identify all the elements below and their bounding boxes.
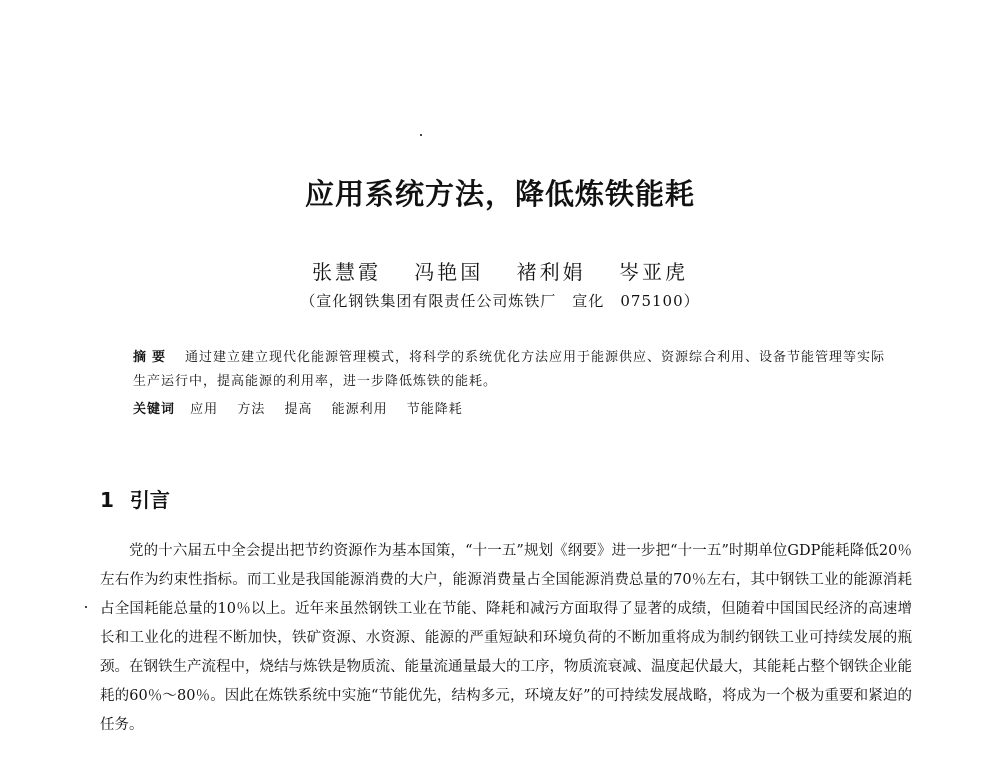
author-affiliation: （宣化钢铁集团有限责任公司炼铁厂 宣化 075100） — [300, 292, 700, 310]
scan-speck — [420, 134, 422, 136]
keywords-block — [133, 400, 893, 420]
body-paragraph: 党的十六届五中全会提出把节约资源作为基本国策，“十一五”规划《纲要》进一步把“十一五”时期单位GDP能耗降低20％左右作为约束性指标。而工业是我国能源消费的大户，能源消费量占全国能源消费总量的70％左右，其中钢铁工业的能源消耗占全国耗能总量的10％以上。近年来虽然钢铁工业在节能、降耗和减污方面取得了显著的成绩，但随着中国国民经济的高速增长和工业化的进程不断加快，铁矿资源、水资源、能源的严重短缺和环境负荷的不断加重将成为制约钢铁工业可持续发展的瓶颈。在钢铁生产流程中，烧结与炼铁是物质流、能量流通量最大的工序，物质流衰减、温度起伏最大，其能耗占整个钢铁企业能耗的60％～80％。因此在炼铁系统中实施“节能优先，结构多元，环境友好”的可持续发展战略，将成为一个极为重要和紧迫的任务。 — [100, 543, 912, 733]
author-name: 冯艳国 — [414, 260, 484, 284]
paper-title: 应用系统方法，降低炼铁能耗 — [304, 177, 695, 211]
abstract-label: 摘要 — [133, 350, 172, 365]
keyword: 能源利用 — [331, 402, 388, 417]
section-title: 引言 — [129, 488, 170, 512]
abstract-block — [133, 346, 893, 394]
keywords-label: 关键词 — [133, 402, 176, 417]
section-number: 1 — [100, 488, 114, 512]
author-list — [0, 256, 1000, 285]
author-name: 岑亚虎 — [619, 260, 689, 284]
keyword: 节能降耗 — [406, 402, 463, 417]
author-name: 张慧霞 — [311, 260, 381, 284]
keyword: 提高 — [284, 402, 313, 417]
keyword: 应用 — [190, 402, 219, 417]
keyword: 方法 — [237, 402, 266, 417]
scan-speck — [85, 606, 87, 608]
abstract-text: 通过建立建立现代化能源管理模式，将科学的系统优化方法应用于能源供应、资源综合利用、设备节能管理等实际生产运行中，提高能源的利用率，进一步降低炼铁的能耗。 — [133, 350, 886, 389]
section-heading — [100, 484, 170, 513]
author-name: 褚利娟 — [516, 260, 586, 284]
